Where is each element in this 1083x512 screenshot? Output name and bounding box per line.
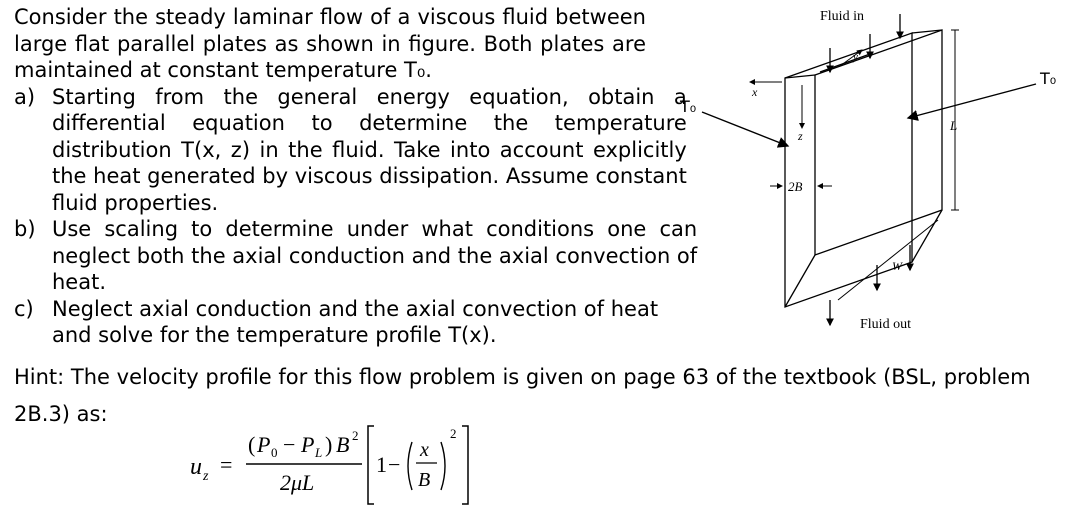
hint-line: 2B.3) as: [14,402,108,426]
eq-minus2: − [388,452,401,477]
axis-x-label: x [752,85,758,99]
eq-den: 2μL [280,470,315,495]
bottom-connector [912,210,942,262]
eq-minus: − [283,432,296,457]
eq-left-bracket [368,426,374,504]
fluid-out-label: Fluid out [860,317,911,332]
eq-p0: P [257,432,271,457]
eq-right-bracket [462,426,468,504]
eq-lhs-sub: z [203,469,209,484]
item-line: distribution T(x, z) in the fluid. Take into account explicitly [52,137,687,162]
intro-line: large flat parallel plates as shown in figure. Both plates are [14,31,646,56]
w-dim-line [838,220,938,300]
item-c [14,296,659,349]
eq-b: B [336,432,350,457]
item-line: the heat generated by viscous dissipation. Assume constant [52,164,687,188]
eq-outer-exp: 2 [450,426,457,441]
t0-right-arrow [908,84,1036,118]
item-label: a) [14,84,36,109]
dim-l-label: L [950,118,958,133]
t0-right-label: T₀ [1040,69,1057,88]
item-label: b) [14,217,36,241]
dim-w-label: W [892,259,902,273]
eq-b-exp: 2 [352,428,359,443]
item-line: differential equation to determine the temperature [52,111,687,135]
t0-left-arrow [702,112,788,146]
axis-y-label: y [853,51,858,63]
item-line: Neglect axial conduction and the axial convection of heat [52,296,659,321]
fluid-in-label: Fluid in [820,9,864,24]
eq-num-close: ) [325,432,333,457]
eq-lhs-var: u [190,454,202,480]
dim-2b-label: 2B [788,179,803,194]
item-line: heat. [52,270,107,294]
hint-line: Hint: The velocity profile for this flow problem is given on page 63 of the textbook (BSL, problem [14,365,1031,389]
back-plate [815,30,942,255]
eq-frac-b: B [418,469,431,491]
eq-num-open: ( [248,432,256,457]
axis-z-label: z [798,129,803,143]
eq-left-paren [408,442,412,490]
t0-left-label: T₀ [680,97,697,116]
eq-equals: = [220,452,233,477]
velocity-equation [180,418,510,510]
item-line: Starting from the general energy equation, obtain a [52,84,687,109]
parallel-plates-figure [670,0,1070,340]
item-b [14,216,698,296]
item-line: and solve for the temperature profile T(x). [52,323,497,347]
eq-right-paren [441,442,445,490]
hint [14,359,1031,433]
item-line: fluid properties. [52,190,219,215]
item-a [14,84,687,217]
item-label: c) [14,296,34,321]
problem-intro [14,4,698,349]
intro-line: Consider the steady laminar flow of a viscous fluid between [14,5,646,29]
item-line: neglect both the axial conduction and the axial convection of [52,243,698,268]
bottom-connector [785,255,815,307]
item-line: Use scaling to determine under what conditions one can [52,217,698,241]
eq-p0-sub: 0 [271,445,278,460]
intro-line: maintained at constant temperature T₀. [14,58,432,82]
eq-one: 1 [376,452,387,477]
eq-pl-sub: L [315,445,323,460]
eq-pl: P [301,432,315,457]
eq-frac-x: x [420,439,429,461]
